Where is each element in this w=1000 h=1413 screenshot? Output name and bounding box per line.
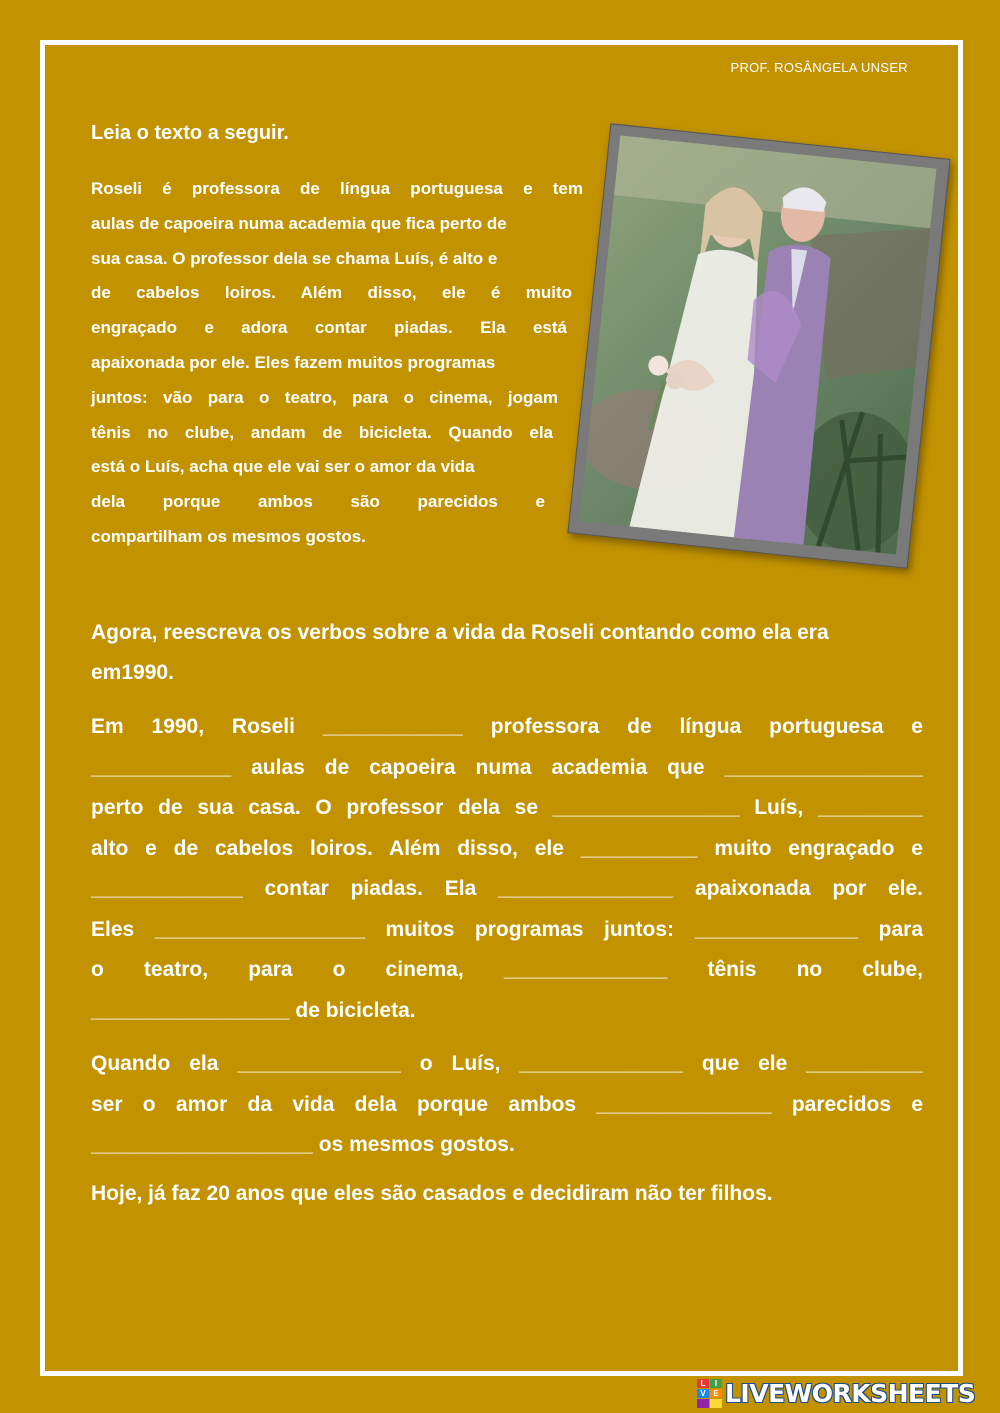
reading-line: tênis no clube, andam de bicicleta. Quando ela bbox=[91, 422, 553, 442]
exercise-line: ser o amor da vida dela porque ambos _______________ parecidos e bbox=[91, 1092, 923, 1116]
liveworksheets-brand[interactable] bbox=[697, 1378, 975, 1408]
reading-line: apaixonada por ele. Eles fazem muitos programas bbox=[91, 352, 496, 372]
instruction-line: Agora, reescreva os verbos sobre a vida da Roseli contando como ela era bbox=[91, 621, 829, 644]
logo-letter: L bbox=[697, 1379, 709, 1388]
exercise-paragraph bbox=[91, 1044, 923, 1166]
reading-line: sua casa. O professor dela se chama Luís, é alto e bbox=[91, 248, 498, 268]
exercise-line: ____________ aulas de capoeira numa academia que _________________ bbox=[91, 755, 923, 779]
reading-line: engraçado e adora contar piadas. Ela está bbox=[91, 318, 567, 338]
logo-letter: V bbox=[697, 1389, 709, 1398]
reading-heading: Leia o texto a seguir. bbox=[91, 122, 289, 144]
reading-line: de cabelos loiros. Além disso, ele é muito bbox=[91, 283, 572, 303]
exercise-line: perto de sua casa. O professor dela se ________________ Luís, _________ bbox=[91, 796, 923, 819]
author-label: PROF. ROSÂNGELA UNSER bbox=[730, 60, 908, 75]
couple-photo bbox=[567, 123, 950, 568]
exercise-line: alto e de cabelos loiros. Além disso, ele __________ muito engraçado e bbox=[91, 836, 923, 860]
fill-in-exercise bbox=[91, 707, 923, 1179]
exercise-line: Quando ela ______________ o Luís, ______________ que ele __________ bbox=[91, 1052, 923, 1075]
exercise-line: o teatro, para o cinema, ______________ tênis no clube, bbox=[91, 958, 923, 981]
logo-block bbox=[697, 1399, 709, 1408]
exercise-line: Eles __________________ muitos programas juntos: ______________ para bbox=[91, 917, 923, 941]
couple-illustration bbox=[580, 135, 937, 554]
exercise-line: _________________ de bicicleta. bbox=[91, 998, 416, 1022]
exercise-line: _____________ contar piadas. Ela _______________ apaixonada por ele. bbox=[91, 877, 923, 900]
exercise-line: Em 1990, Roseli ____________ professora de língua portuguesa e bbox=[91, 715, 923, 738]
reading-line: está o Luís, acha que ele vai ser o amor da vida bbox=[91, 457, 475, 477]
instruction-line: em1990. bbox=[91, 661, 174, 684]
reading-text bbox=[91, 172, 583, 555]
brand-name: LIVEWORKSHEETS bbox=[725, 1378, 976, 1408]
reading-line: dela porque ambos são parecidos e bbox=[91, 492, 545, 512]
exercise-paragraph bbox=[91, 707, 923, 1031]
logo-block bbox=[710, 1399, 722, 1408]
logo-letter: I bbox=[710, 1379, 722, 1388]
exercise-line: ___________________ os mesmos gostos. bbox=[91, 1133, 515, 1156]
closing-sentence: Hoje, já faz 20 anos que eles são casados e decidiram não ter filhos. bbox=[91, 1182, 773, 1205]
reading-line: Roseli é professora de língua portuguesa e tem bbox=[91, 179, 583, 198]
liveworksheets-logo-icon bbox=[697, 1379, 721, 1407]
reading-line: juntos: vão para o teatro, para o cinema, jogam bbox=[91, 387, 558, 407]
reading-line: compartilham os mesmos gostos. bbox=[91, 526, 366, 546]
logo-letter: E bbox=[710, 1389, 722, 1398]
exercise-instruction bbox=[91, 613, 921, 693]
reading-line: aulas de capoeira numa academia que fica perto de bbox=[91, 213, 507, 233]
